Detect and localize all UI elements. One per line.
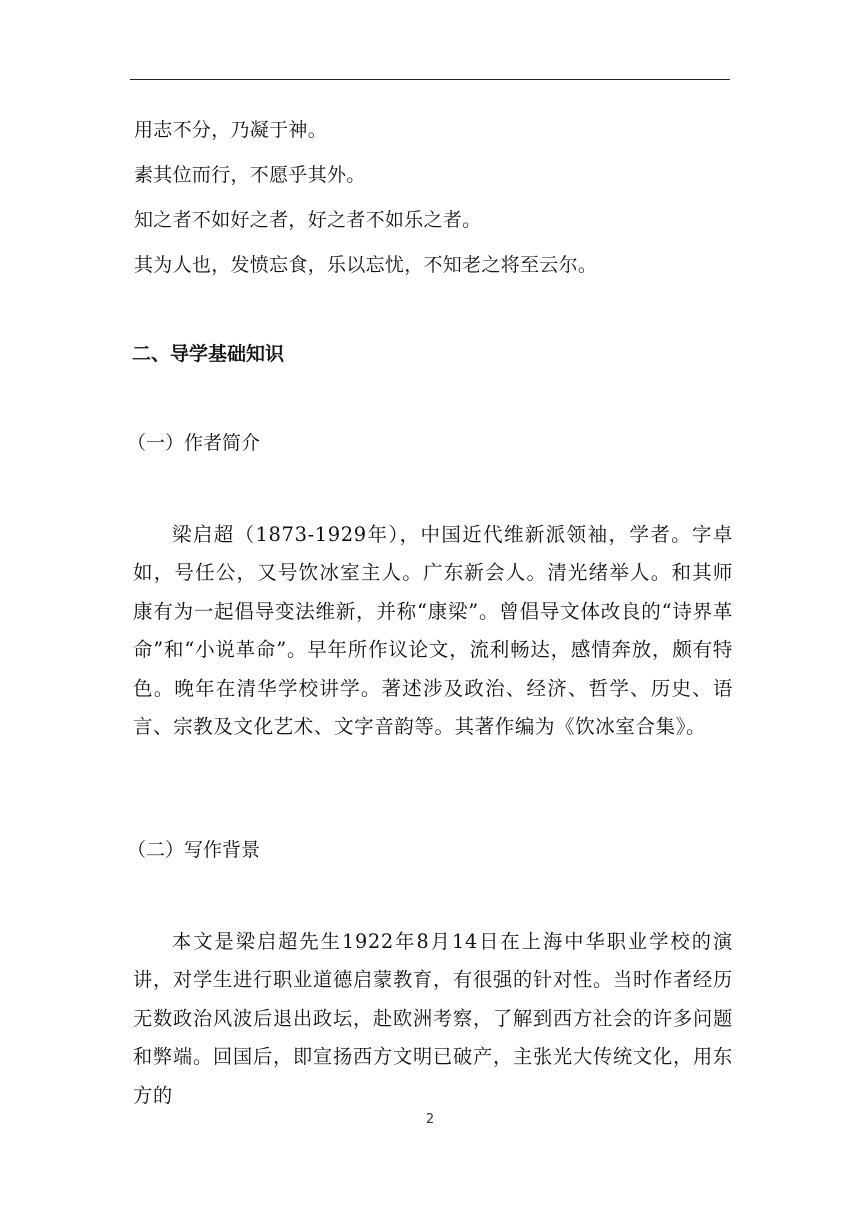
section-title: 二、导学基础知识	[132, 343, 285, 365]
author-intro-heading: （一）作者简介	[127, 432, 261, 454]
author-intro-paragraph: 梁启超（1873-1929年），中国近代维新派领袖，学者。字卓如，号任公，又号饮冰室主人。广东新会人。清光绪举人。和其师康有为一起倡导变法维新，并称“康梁”。曾倡导文体改良的“诗界革命”和“小说革命”。早年所作议论文，流利畅达，感情奔放，颇有特色。晚年在清华学校讲学。著述涉及政治、经济、哲学、历史、语言、宗教及文化艺术、文字音韵等。其著作编为《饮冰室合集》。	[133, 523, 733, 739]
page-number: 2	[425, 1112, 435, 1127]
quote-line-4: 其为人也，发愤忘食，乐以忘忧，不知老之将至云尔。	[134, 254, 598, 276]
quote-line-2: 素其位而行，不愿乎其外。	[134, 164, 366, 186]
background-heading: （二）写作背景	[127, 839, 261, 861]
background-paragraph: 本文是梁启超先生1922年8月14日在上海中华职业学校的演讲，对学生进行职业道德启蒙教育，有很强的针对性。当时作者经历无数政治风波后退出政坛，赴欧洲考察，了解到西方社会的许多问题和弊端。回国后，即宣扬西方文明已破产，主张光大传统文化，用东方的	[133, 930, 733, 1107]
header-rule	[130, 79, 730, 80]
quote-line-1: 用志不分，乃凝于神。	[134, 119, 328, 141]
quote-line-3: 知之者不如好之者，好之者不如乐之者。	[134, 209, 482, 231]
